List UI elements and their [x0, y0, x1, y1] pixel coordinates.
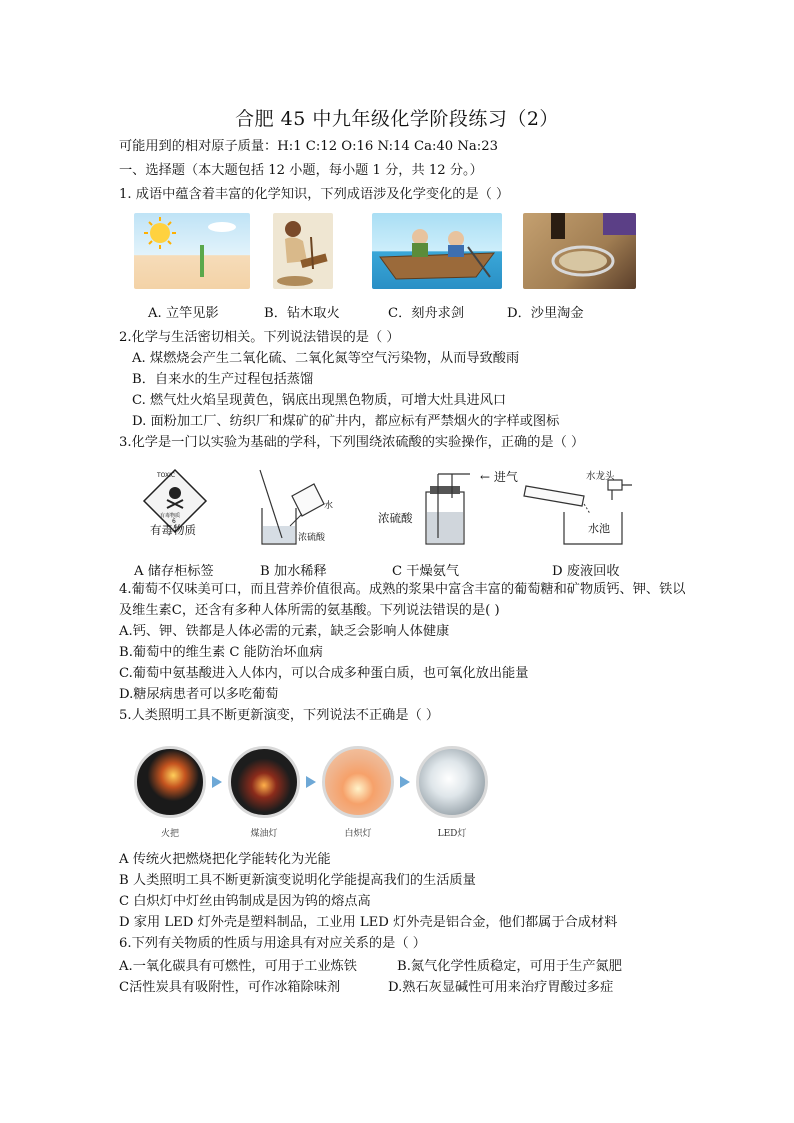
caption-incandescent: 白炽灯	[344, 829, 372, 839]
caption-led: LED灯	[437, 829, 467, 839]
q1-image-sand	[523, 213, 636, 289]
q1-option-d: D．沙里淘金	[507, 306, 584, 321]
q2-option-c: C. 燃气灶火焰呈现黄色，锅底出现黑色物质，可增大灶具进风口	[132, 393, 507, 408]
q5-stem: 5.人类照明工具不断更新演变，下列说法不正确是（ ）	[119, 708, 440, 723]
gas-acid-label: 浓硫酸	[378, 511, 413, 525]
pool-label: 水池	[588, 522, 610, 535]
q5-option-b: B 人类照明工具不断更新演变说明化学能提高我们的生活质量	[119, 873, 476, 888]
incandescent-bulb-image	[322, 746, 394, 818]
caption-torch: 火把	[160, 829, 179, 839]
q3-image-gas-bottle	[412, 468, 472, 546]
q1-image-boat	[372, 213, 502, 289]
sun-pole-illustration	[134, 213, 250, 289]
toxic-label-top: TOXIC	[157, 472, 176, 479]
q2-option-b: B．自来水的生产过程包括蒸馏	[132, 372, 314, 387]
dilution-water-label: 水	[324, 501, 334, 511]
q3-stem: 3.化学是一门以实验为基础的学科，下列围绕浓硫酸的实验操作，正确的是（ ）	[119, 435, 585, 450]
tap-label: 水龙头	[586, 471, 615, 482]
arrow-right-icon	[400, 776, 410, 788]
toxic-label-sub: 有毒物质	[160, 513, 181, 519]
sand-panning-illustration	[523, 213, 636, 289]
atomic-mass-line: 可能用到的相对原子质量：H:1 C:12 O:16 N:14 Ca:40 Na:23	[119, 139, 498, 154]
caption-kerosene-lamp: 煤油灯	[250, 829, 278, 839]
q2-option-a: A. 煤燃烧会产生二氧化硫、二氧化氮等空气污染物，从而导致酸雨	[132, 351, 520, 366]
gas-in-text: 进气	[493, 470, 518, 484]
section-heading: 一、选择题（本大题包括 12 小题，每小题 1 分，共 12 分。）	[119, 163, 483, 178]
q6-option-d: D.熟石灰显碱性可用来治疗胃酸过多症	[388, 980, 614, 995]
q4-option-b: B.葡萄中的维生素 C 能防治坏血病	[119, 645, 323, 660]
q4-option-d: D.糖尿病患者可以多吃葡萄	[119, 687, 279, 702]
boat-illustration	[372, 213, 502, 289]
q5-option-a: A 传统火把燃烧把化学能转化为光能	[119, 852, 331, 867]
arrow-right-icon	[212, 776, 222, 788]
q5-option-d: D 家用 LED 灯外壳是塑料制品，工业用 LED 灯外壳是铝合金，他们都属于合成材料	[119, 915, 618, 930]
q4-stem-line2: 及维生素C，还含有多种人体所需的氨基酸。下列说法错误的是( )	[119, 603, 500, 618]
kerosene-lamp-image	[228, 746, 300, 818]
q3-option-a: A 储存柜标签	[134, 564, 214, 579]
gas-in-label: ← 进气	[480, 470, 518, 484]
q1-image-fire-drill	[273, 213, 333, 289]
q6-option-a: A.一氧化碳具有可燃性，可用于工业炼铁	[119, 959, 357, 974]
dilution-acid-label: 浓硫酸	[298, 533, 326, 543]
led-lamp-image	[416, 746, 488, 818]
q1-option-b: B．钻木取火	[264, 306, 340, 321]
toxic-label-caption: 有毒物质	[150, 523, 196, 537]
q3-option-b: B 加水稀释	[260, 564, 327, 579]
q3-image-waste	[522, 470, 646, 546]
q5-option-c: C 白炽灯中灯丝由钨制成是因为钨的熔点高	[119, 894, 371, 909]
q2-stem: 2.化学与生活密切相关。下列说法错误的是（ ）	[119, 330, 400, 345]
q1-image-sun-pole	[134, 213, 250, 289]
q2-option-d: D. 面粉加工厂、纺织厂和煤矿的矿井内，都应标有严禁烟火的字样或图标	[132, 414, 560, 429]
gas-wash-bottle	[412, 468, 472, 546]
torch-image	[134, 746, 206, 818]
arrow-right-icon	[306, 776, 316, 788]
q6-option-b: B.氮气化学性质稳定，可用于生产氮肥	[397, 959, 622, 974]
q1-option-a: A. 立竿见影	[148, 306, 219, 321]
q4-option-a: A.钙、钾、铁都是人体必需的元素，缺乏会影响人体健康	[119, 624, 450, 639]
waste-disposal-apparatus	[522, 470, 646, 546]
q6-stem: 6.下列有关物质的性质与用途具有对应关系的是（ ）	[119, 936, 426, 951]
q6-option-c: C活性炭具有吸附性，可作冰箱除味剂	[119, 980, 341, 995]
q4-option-c: C.葡萄中氨基酸进入人体内，可以合成多种蛋白质，也可氧化放出能量	[119, 666, 529, 681]
q1-stem: 1. 成语中蕴含着丰富的化学知识，下列成语涉及化学变化的是（ ）	[119, 187, 510, 202]
page-title: 合肥 45 中九年级化学阶段练习（2）	[235, 108, 559, 130]
fire-drill-illustration	[273, 213, 333, 289]
q3-option-d: D 废液回收	[552, 564, 620, 579]
toxic-label-num: 6	[172, 518, 176, 525]
q4-stem-line1: 4.葡萄不仅味美可口，而且营养价值很高。成熟的浆果中富含丰富的葡萄糖和矿物质钙、钾、铁以	[119, 582, 686, 597]
q3-option-c: C 干燥氨气	[392, 564, 460, 579]
q1-option-c: C．刻舟求剑	[388, 306, 465, 321]
